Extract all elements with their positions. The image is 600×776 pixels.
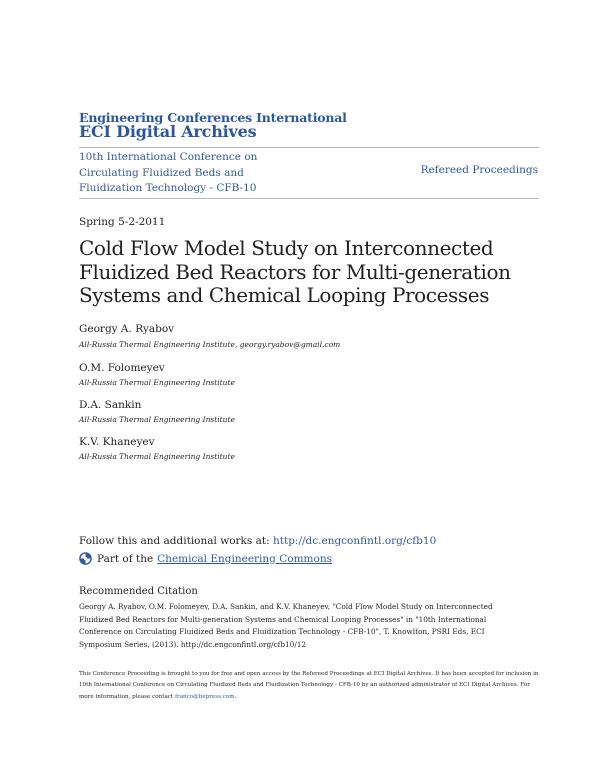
divider-top <box>79 147 539 148</box>
archive-name[interactable]: ECI Digital Archives <box>79 122 257 141</box>
author-affiliation: All-Russia Thermal Engineering Institute <box>79 415 235 424</box>
org-name[interactable]: Engineering Conferences International <box>79 110 347 125</box>
author-name: K.V. Khaneyev <box>79 436 155 448</box>
author-name: Georgy A. Ryabov <box>79 323 175 335</box>
part-of-text: Part of the <box>97 552 154 565</box>
collection-link[interactable]: Refereed Proceedings <box>420 164 538 176</box>
commons-link[interactable]: Chemical Engineering Commons <box>157 552 332 565</box>
author-name: O.M. Folomeyev <box>79 362 165 374</box>
author-name: D.A. Sankin <box>79 399 142 411</box>
author-affiliation: All-Russia Thermal Engineering Institute <box>79 452 235 461</box>
contact-email-link[interactable]: franco@bepress.com <box>174 693 235 700</box>
conference-link[interactable]: 10th International Conference on Circulating Fluidized Beds and Fluidization Technology - CFB-10 <box>79 151 258 194</box>
follow-text: Follow this and additional works at: <box>79 535 273 547</box>
collection-url-link[interactable]: http://dc.engconfintl.org/cfb10 <box>273 535 437 547</box>
author-affiliation: All-Russia Thermal Engineering Institute, georgy.ryabov@gmail.com <box>79 340 341 349</box>
footer-text: This Conference Proceeding is brought to you for free and open access by the Refereed Proceedings at ECI Digital Archives. It has been accepted for inclusion in 10th International Conference on Circulating Fluidized Beds and Fluidization Technology - CFB-10 by an authorized administrator of ECI Digital Archives. For more information, please contact <box>79 671 539 700</box>
network-commons-icon <box>79 552 92 565</box>
footer-notice <box>79 669 544 703</box>
citation-text: Georgy A. Ryabov, O.M. Folomeyev, D.A. Sankin, and K.V. Khaneyev, "Cold Flow Model Study on Interconnected Fluidized Bed Reactors for Multi-generation Systems and Chemical Looping Processes" in "10th International Conference on Circulating Fluidized Beds and Fluidization Technology - CFB-10", T. Knowlton, PSRI Eds, ECI Symposium Series, (2013). http://dc.engconfintl.org/cfb10/12 <box>79 602 493 649</box>
recommended-citation-heading: Recommended Citation <box>79 586 198 597</box>
paper-title: Cold Flow Model Study on Interconnected Fluidized Bed Reactors for Multi-generation Systems and Chemical Looping Processes <box>79 236 511 307</box>
part-of-line <box>79 552 332 565</box>
divider-bottom <box>79 198 539 199</box>
author-affiliation: All-Russia Thermal Engineering Institute <box>79 378 235 387</box>
publication-date: Spring 5-2-2011 <box>79 216 166 228</box>
footer-end: . <box>234 693 237 700</box>
follow-line <box>79 535 436 547</box>
